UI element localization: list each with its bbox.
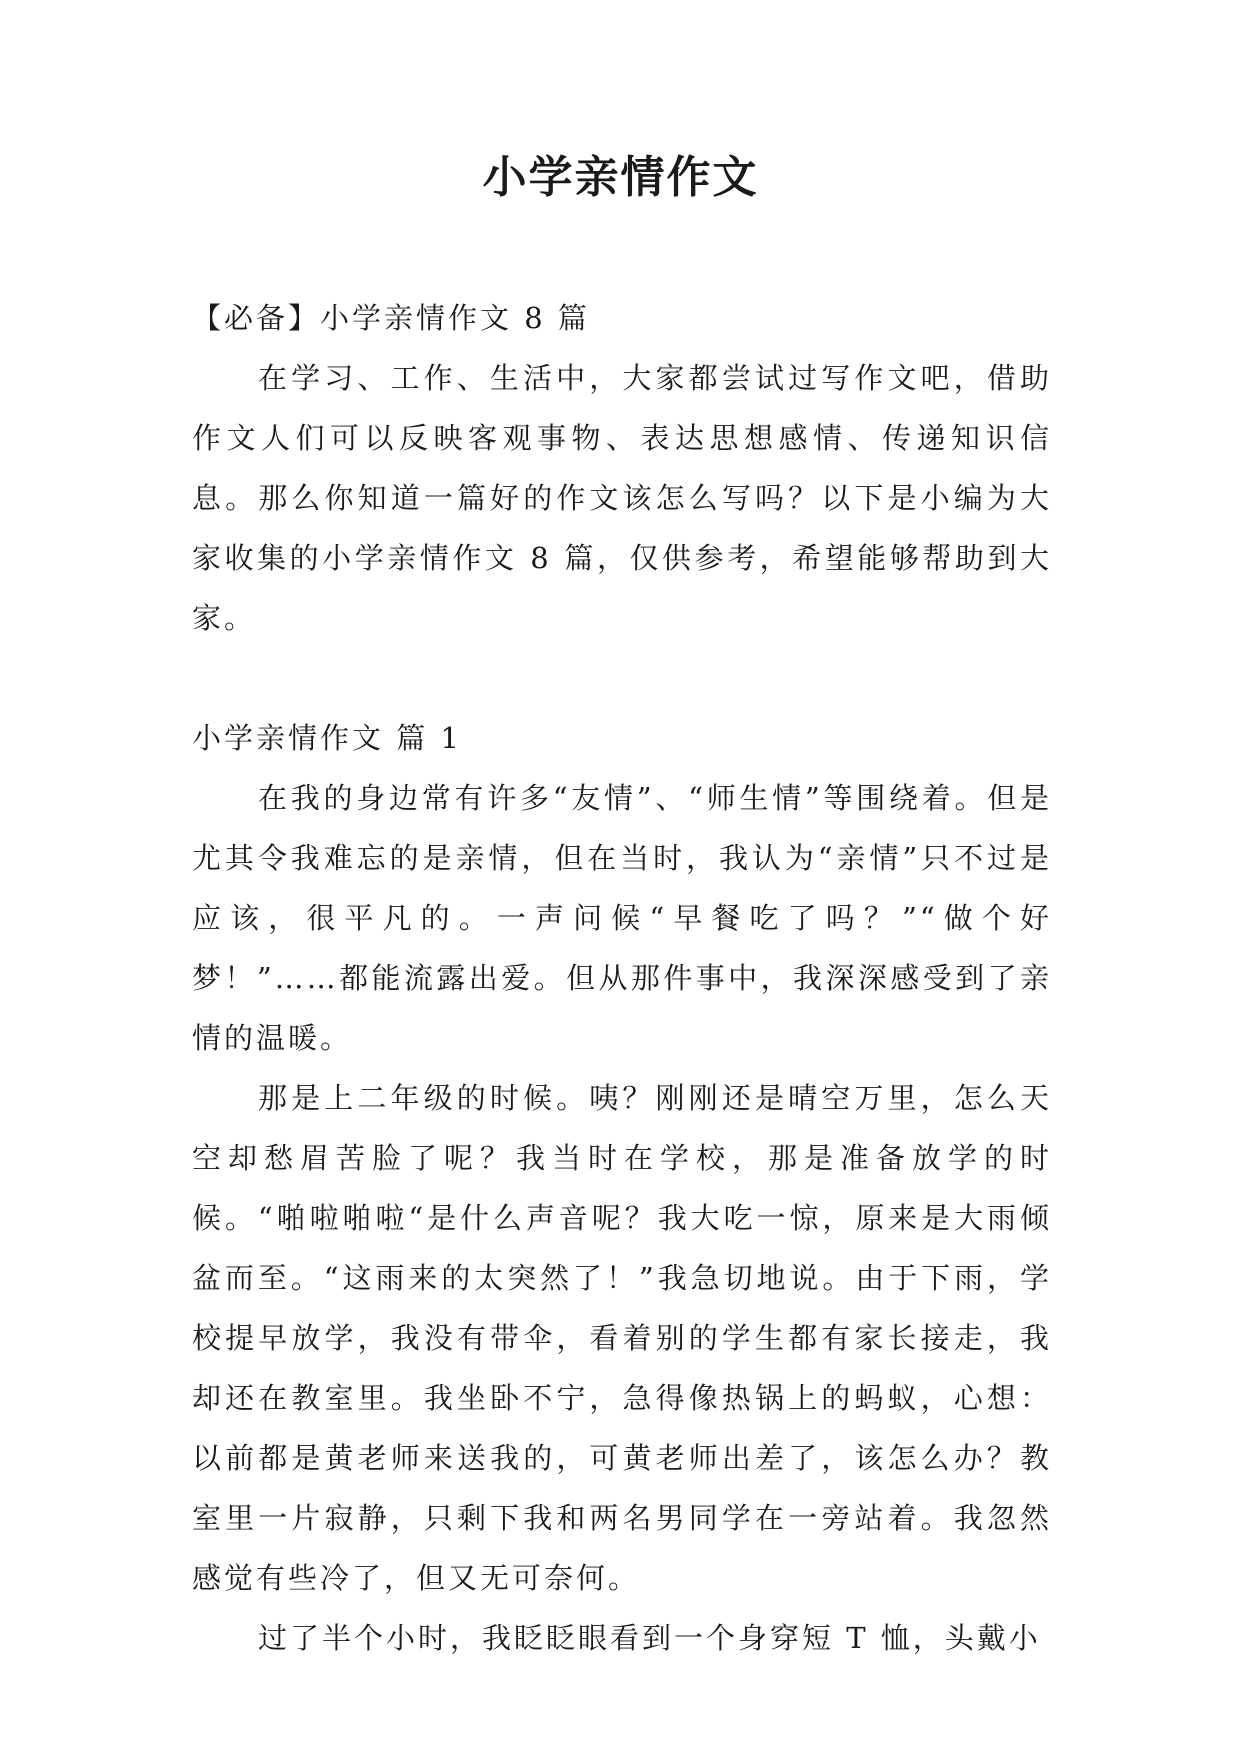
document-subtitle: 【必备】小学亲情作文 8 篇 (192, 301, 590, 335)
section-spacer (192, 648, 1052, 708)
body-paragraph: 过了半个小时，我眨眨眼看到一个身穿短 T 恤，头戴小 (258, 1621, 1041, 1655)
body-paragraph: 在我的身边常有许多“友情”、“师生情”等围绕着。但是尤其令我难忘的是亲情，但在当时，我认为“亲情”只不过是应该，很平凡的。一声问候“早餐吃了吗？”“做个好梦！”……都能流露出爱。但从那件事中，我深深感受到了亲情的温暖。 (192, 781, 1052, 1055)
document-body (192, 288, 1052, 1668)
intro-paragraph: 在学习、工作、生活中，大家都尝试过写作文吧，借助作文人们可以反映客观事物、表达思想感情、传递知识信息。那么你知道一篇好的作文该怎么写吗？以下是小编为大家收集的小学亲情作文 8 篇，仅供参考，希望能够帮助到大家。 (192, 361, 1052, 635)
document-title: 小学亲情作文 (482, 152, 759, 203)
section-heading: 小学亲情作文 篇 1 (192, 721, 462, 755)
body-paragraph: 那是上二年级的时候。咦？刚刚还是晴空万里，怎么天空却愁眉苦脸了呢？我当时在学校，那是准备放学的时候。“啪啦啪啦“是什么声音呢？我大吃一惊，原来是大雨倾盆而至。“这雨来的太突然了！”我急切地说。由于下雨，学校提早放学，我没有带伞，看着别的学生都有家长接走，我却还在教室里。我坐卧不宁，急得像热锅上的蚂蚁，心想：以前都是黄老师来送我的，可黄老师出差了，该怎么办？教室里一片寂静，只剩下我和两名男同学在一旁站着。我忽然感觉有些冷了，但又无可奈何。 (192, 1081, 1052, 1595)
